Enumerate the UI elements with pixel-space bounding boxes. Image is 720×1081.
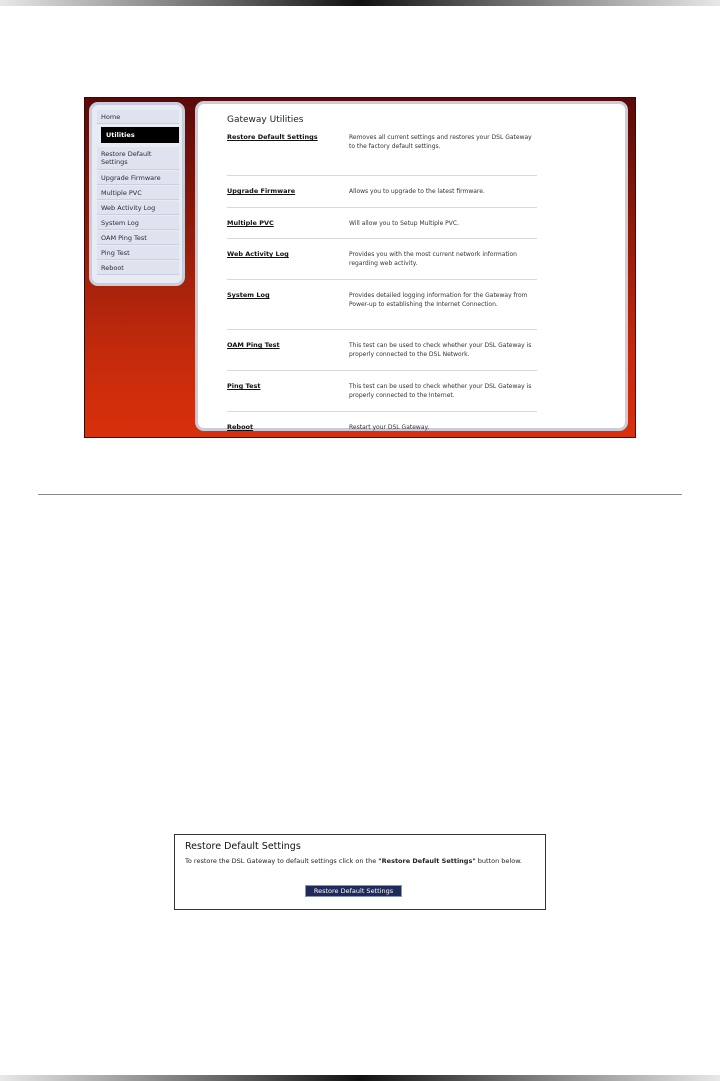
system-log-link[interactable]: System Log <box>227 291 270 299</box>
top-gradient-bar <box>0 0 720 6</box>
utility-description: This test can be used to check whether your DSL Gateway is properly connected to the DSL Network. <box>349 342 532 358</box>
utility-row <box>227 132 537 176</box>
utility-row <box>227 330 537 371</box>
utility-description: Restart your DSL Gateway. <box>349 424 430 431</box>
oam-ping-test-link[interactable]: OAM Ping Test <box>227 341 280 349</box>
section-divider <box>38 494 682 495</box>
sidebar-nav <box>89 102 185 286</box>
utility-row <box>227 371 537 412</box>
utility-row <box>227 239 537 280</box>
utility-description: Provides you with the most current network information regarding web activity. <box>349 251 517 267</box>
instructions-text-bold: "Restore Default Settings" <box>378 857 476 865</box>
sidebar-item-reboot[interactable]: Reboot <box>97 261 179 275</box>
utility-description: This test can be used to check whether your DSL Gateway is properly connected to the Internet. <box>349 383 532 399</box>
page-title: Gateway Utilities <box>227 115 304 125</box>
sidebar-item-web-activity-log[interactable]: Web Activity Log <box>97 201 179 215</box>
utility-description: Removes all current settings and restores your DSL Gateway to the factory default settings. <box>349 134 532 150</box>
restore-default-settings-button[interactable]: Restore Default Settings <box>305 885 402 897</box>
sidebar-item-multiple-pvc[interactable]: Multiple PVC <box>97 186 179 200</box>
panel-instructions <box>185 857 535 866</box>
restore-default-settings-link[interactable]: Restore Default Settings <box>227 133 318 141</box>
sidebar-item-system-log[interactable]: System Log <box>97 216 179 230</box>
utility-row <box>227 280 537 330</box>
sidebar-item-ping-test[interactable]: Ping Test <box>97 246 179 260</box>
utility-description: Provides detailed logging information for the Gateway from Power-up to establishing the Internet Connection. <box>349 292 528 308</box>
upgrade-firmware-link[interactable]: Upgrade Firmware <box>227 187 296 195</box>
instructions-text-after: button below. <box>475 857 522 865</box>
utilities-content-panel <box>195 101 628 431</box>
utility-row <box>227 176 537 208</box>
sidebar-item-upgrade-firmware[interactable]: Upgrade Firmware <box>97 171 179 185</box>
utility-row <box>227 208 537 239</box>
gateway-screenshot <box>84 97 636 438</box>
utility-description: Allows you to upgrade to the latest firmware. <box>349 188 485 195</box>
sidebar-item-oam-ping-test[interactable]: OAM Ping Test <box>97 231 179 245</box>
panel-title: Restore Default Settings <box>185 841 301 852</box>
restore-default-settings-panel <box>174 834 546 910</box>
utility-description: Will allow you to Setup Multiple PVC. <box>349 220 459 227</box>
sidebar-item-utilities[interactable]: Utilities <box>101 127 179 143</box>
reboot-link[interactable]: Reboot <box>227 423 254 431</box>
sidebar-item-restore-default-settings[interactable]: Restore Default Settings <box>97 147 179 170</box>
ping-test-link[interactable]: Ping Test <box>227 382 261 390</box>
web-activity-log-link[interactable]: Web Activity Log <box>227 250 289 258</box>
sidebar-item-home[interactable]: Home <box>97 110 179 124</box>
bottom-gradient-bar <box>0 1075 720 1081</box>
instructions-text-before: To restore the DSL Gateway to default settings click on the <box>185 857 379 865</box>
multiple-pvc-link[interactable]: Multiple PVC <box>227 219 274 227</box>
utility-row <box>227 412 537 436</box>
